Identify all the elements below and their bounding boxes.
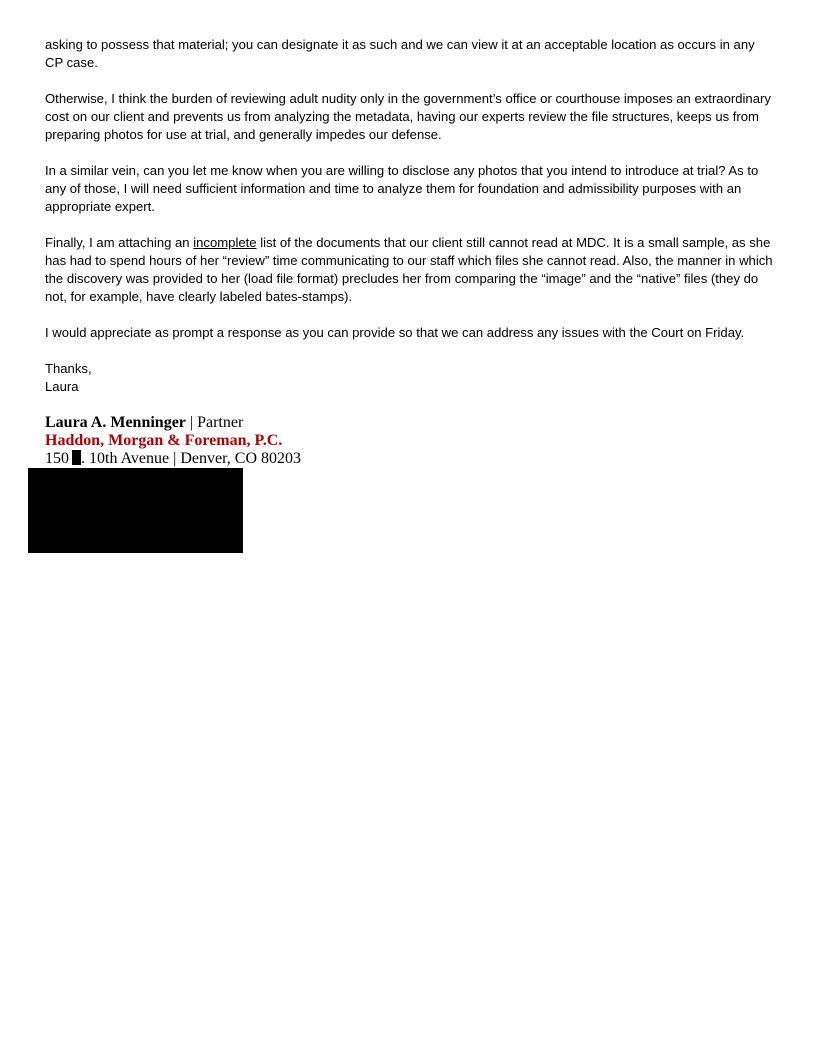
address-redaction: [72, 450, 81, 465]
closing-name: Laura: [45, 379, 79, 394]
signature-name: Laura A. Menninger: [45, 414, 186, 431]
address-prefix: 150: [45, 450, 69, 467]
email-signature: [45, 414, 775, 468]
closing-thanks: Thanks,: [45, 361, 92, 376]
closing: [45, 360, 775, 396]
signature-address: [45, 450, 775, 468]
attachment-text-after: list of the documents that our client still cannot read at MDC. It is a small sample, as she has had to spend hours of her “review” time communicating to our staff which files she cannot read. Also, the manner in which the discovery was provided to her (load file format) precludes her from comparing the “image” and the “native” files (they do not, for example, have clearly labeled bates-stamps).: [45, 235, 773, 304]
address-rest: . 10th Avenue | Denver, CO 80203: [81, 450, 302, 467]
signature-title: Partner: [197, 414, 244, 431]
paragraph-attachment-list: [45, 234, 775, 306]
email-body: [45, 36, 775, 468]
signature-separator: |: [185, 414, 198, 431]
signature-redaction-block: [28, 468, 243, 553]
signature-firm: Haddon, Morgan & Foreman, P.C.: [45, 432, 283, 449]
paragraph-material-designation: asking to possess that material; you can designate it as such and we can view it at an acceptable location as occurs in any CP case.: [45, 37, 755, 70]
signature-name-line: [45, 414, 775, 432]
incomplete-emphasis: incomplete: [193, 235, 257, 250]
paragraph-review-burden: Otherwise, I think the burden of reviewing adult nudity only in the government’s office or courthouse imposes an extraordinary cost on our client and prevents us from analyzing the metadata, having our experts review the file structures, keeps us from preparing photos for use at trial, and generally impedes our defense.: [45, 91, 771, 142]
paragraph-response-request: I would appreciate as prompt a response as you can provide so that we can address any issues with the Court on Friday.: [45, 325, 745, 340]
paragraph-photo-disclosure: In a similar vein, can you let me know when you are willing to disclose any photos that you intend to introduce at trial? As to any of those, I will need sufficient information and time to analyze them for foundation and admissibility purposes with an appropriate expert.: [45, 163, 759, 214]
attachment-text-before: Finally, I am attaching an: [45, 235, 194, 250]
